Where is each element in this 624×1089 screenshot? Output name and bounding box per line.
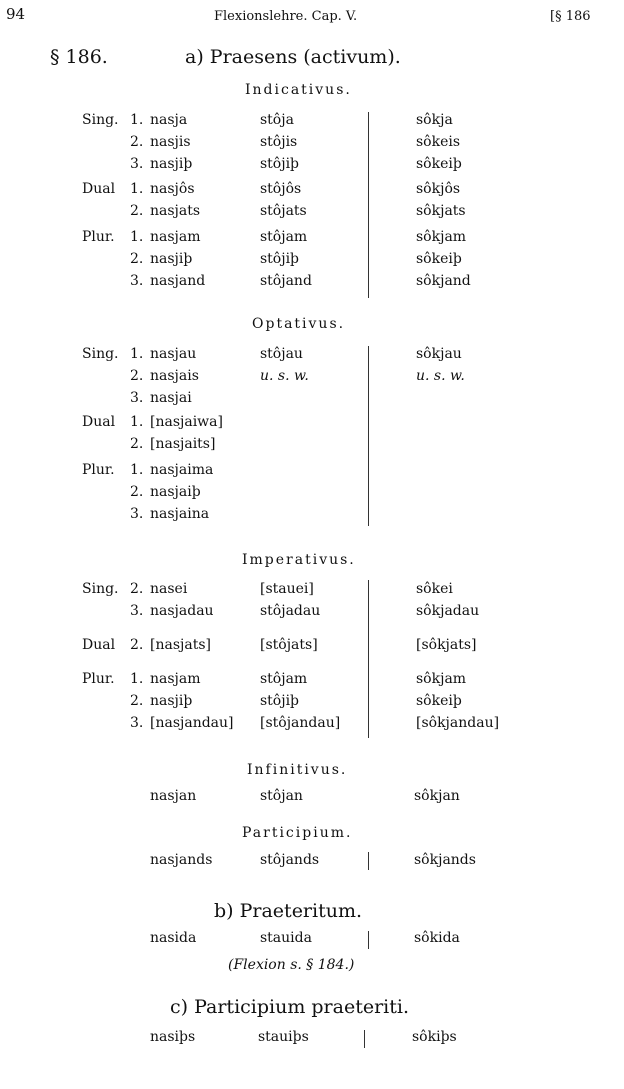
column-divider <box>368 580 369 738</box>
indicativus-form: stôjôs <box>260 181 302 197</box>
optativus-form: nasjais <box>150 368 199 384</box>
optativus-number-label: Plur. <box>82 462 115 478</box>
imperativus-form: [stôjandau] <box>260 715 341 731</box>
indicativus-person-label: 3. <box>130 156 144 172</box>
indicativus-heading: Indicativus. <box>245 82 352 98</box>
praeteritum-form-1: nasida <box>150 930 197 946</box>
participium-form-1: nasjands <box>150 852 213 868</box>
indicativus-form: nasjam <box>150 229 201 245</box>
optativus-form: stôjau <box>260 346 303 362</box>
praeteritum-form-3: sôkida <box>414 930 460 946</box>
praeteritum-form-2: stauida <box>260 930 312 946</box>
column-divider <box>368 112 369 298</box>
imperativus-number-label: Dual <box>82 637 116 653</box>
indicativus-form: nasjand <box>150 273 206 289</box>
indicativus-form: stôja <box>260 112 294 128</box>
optativus-number-label: Dual <box>82 414 116 430</box>
imperativus-number-label: Plur. <box>82 671 115 687</box>
indicativus-form: sôkjam <box>416 229 467 245</box>
section-title-participium-praeteriti: c) Participium praeteriti. <box>170 996 410 1018</box>
indicativus-number-label: Dual <box>82 181 116 197</box>
indicativus-form: stôjis <box>260 134 298 150</box>
optativus-heading: Optativus. <box>252 316 346 332</box>
imperativus-form: stôjadau <box>260 603 321 619</box>
indicativus-person-label: 1. <box>130 112 144 128</box>
imperativus-form: [sôkjandau] <box>416 715 500 731</box>
indicativus-form: nasjiþ <box>150 156 193 172</box>
optativus-form: sôkjau <box>416 346 462 362</box>
section-title-praesens: a) Praesens (activum). <box>185 46 401 68</box>
infinitivus-heading: Infinitivus. <box>247 762 348 778</box>
imperativus-person-label: 1. <box>130 671 144 687</box>
column-divider <box>368 346 369 526</box>
imperativus-form: [stôjats] <box>260 637 318 653</box>
participium-heading: Participium. <box>242 825 353 841</box>
indicativus-form: nasjôs <box>150 181 195 197</box>
optativus-person-label: 1. <box>130 462 144 478</box>
imperativus-form: sôkeiþ <box>416 693 462 709</box>
optativus-number-label: Sing. <box>82 346 119 362</box>
indicativus-form: sôkjôs <box>416 181 461 197</box>
imperativus-form: sôkjadau <box>416 603 480 619</box>
indicativus-form: sôkjats <box>416 203 466 219</box>
participium-praeteriti-form-1: nasiþs <box>150 1029 196 1045</box>
imperativus-form: [nasjandau] <box>150 715 234 731</box>
running-title: Flexionslehre. Cap. V. <box>214 9 358 24</box>
imperativus-person-label: 2. <box>130 637 144 653</box>
participium-praeteriti-form-3: sôkiþs <box>412 1029 457 1045</box>
indicativus-form: nasja <box>150 112 188 128</box>
imperativus-form: stôjam <box>260 671 308 687</box>
indicativus-form: nasjiþ <box>150 251 193 267</box>
optativus-person-label: 3. <box>130 506 144 522</box>
imperativus-form: [stauei] <box>260 581 314 597</box>
praeteritum-note: (Flexion s. § 184.) <box>228 957 355 973</box>
imperativus-person-label: 2. <box>130 693 144 709</box>
indicativus-person-label: 1. <box>130 229 144 245</box>
section-reference: [§ 186 <box>550 9 591 24</box>
optativus-form: nasjaiþ <box>150 484 201 500</box>
column-divider <box>368 852 369 870</box>
imperativus-person-label: 2. <box>130 581 144 597</box>
imperativus-form: nasjiþ <box>150 693 193 709</box>
imperativus-number-label: Sing. <box>82 581 119 597</box>
indicativus-form: stôjiþ <box>260 251 300 267</box>
optativus-form: nasjaina <box>150 506 210 522</box>
indicativus-form: sôkeiþ <box>416 156 462 172</box>
imperativus-form: sôkjam <box>416 671 467 687</box>
imperativus-person-label: 3. <box>130 715 144 731</box>
infinitivus-form-2: stôjan <box>260 788 303 804</box>
indicativus-form: sôkeiþ <box>416 251 462 267</box>
optativus-person-label: 2. <box>130 368 144 384</box>
optativus-person-label: 1. <box>130 346 144 362</box>
indicativus-person-label: 2. <box>130 203 144 219</box>
imperativus-form: [sôkjats] <box>416 637 477 653</box>
participium-form-2: stôjands <box>260 852 320 868</box>
imperativus-form: stôjiþ <box>260 693 300 709</box>
indicativus-form: sôkeis <box>416 134 461 150</box>
section-number: § 186. <box>50 46 108 68</box>
indicativus-form: nasjats <box>150 203 201 219</box>
indicativus-person-label: 3. <box>130 273 144 289</box>
optativus-form: u. s. w. <box>416 368 465 384</box>
page-number: 94 <box>6 5 26 23</box>
indicativus-person-label: 2. <box>130 134 144 150</box>
imperativus-form: nasjam <box>150 671 201 687</box>
optativus-form: nasjai <box>150 390 192 406</box>
indicativus-form: sôkjand <box>416 273 471 289</box>
participium-form-3: sôkjands <box>414 852 476 868</box>
optativus-form: nasjau <box>150 346 197 362</box>
optativus-form: [nasjaiwa] <box>150 414 223 430</box>
optativus-person-label: 1. <box>130 414 144 430</box>
infinitivus-form-1: nasjan <box>150 788 197 804</box>
indicativus-person-label: 2. <box>130 251 144 267</box>
indicativus-form: stôjam <box>260 229 308 245</box>
optativus-person-label: 3. <box>130 390 144 406</box>
participium-praeteriti-form-2: stauiþs <box>258 1029 309 1045</box>
optativus-person-label: 2. <box>130 436 144 452</box>
optativus-form: [nasjaits] <box>150 436 216 452</box>
imperativus-form: sôkei <box>416 581 453 597</box>
section-title-praeteritum: b) Praeteritum. <box>214 900 363 922</box>
column-divider <box>364 1030 365 1048</box>
indicativus-form: nasjis <box>150 134 191 150</box>
optativus-person-label: 2. <box>130 484 144 500</box>
imperativus-heading: Imperativus. <box>242 552 356 568</box>
indicativus-form: sôkja <box>416 112 453 128</box>
imperativus-form: nasjadau <box>150 603 214 619</box>
indicativus-number-label: Plur. <box>82 229 115 245</box>
indicativus-number-label: Sing. <box>82 112 119 128</box>
indicativus-form: stôjats <box>260 203 307 219</box>
indicativus-person-label: 1. <box>130 181 144 197</box>
indicativus-form: stôjiþ <box>260 156 300 172</box>
imperativus-form: [nasjats] <box>150 637 211 653</box>
indicativus-form: stôjand <box>260 273 312 289</box>
infinitivus-form-3: sôkjan <box>414 788 460 804</box>
imperativus-person-label: 3. <box>130 603 144 619</box>
column-divider <box>368 931 369 949</box>
optativus-form: nasjaima <box>150 462 214 478</box>
optativus-form: u. s. w. <box>260 368 309 384</box>
imperativus-form: nasei <box>150 581 188 597</box>
